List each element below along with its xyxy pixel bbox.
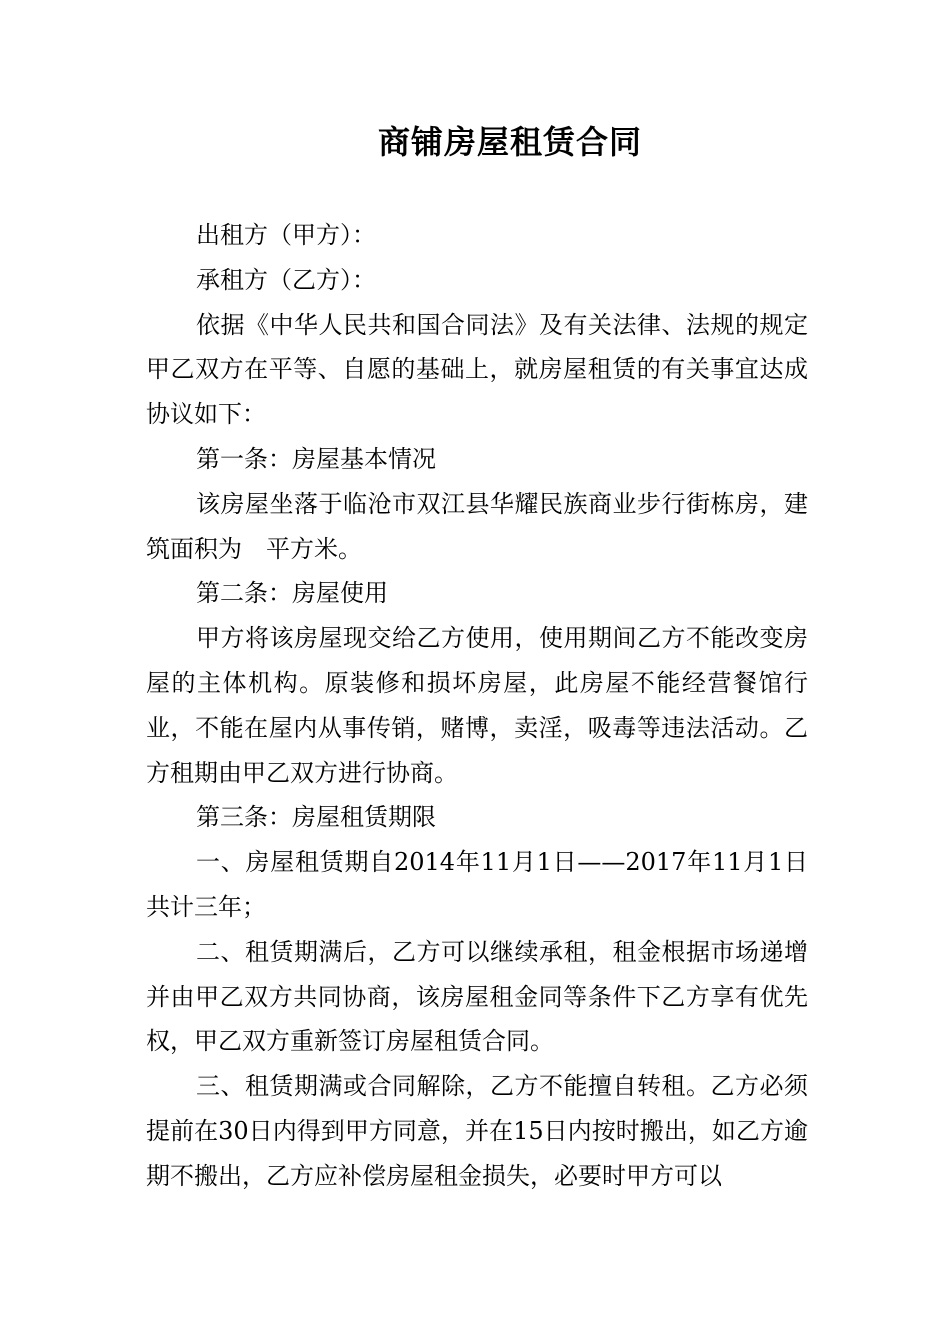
preamble-paragraph: 依据《中华人民共和国合同法》及有关法律、法规的规定甲乙双方在平等、自愿的基础上，就房屋租赁的有关事宜达成协议如下： xyxy=(146,310,808,429)
article-1-heading: 第一条：房屋基本情况 xyxy=(196,444,436,473)
document-body xyxy=(146,213,808,1199)
article-1-paragraph: 该房屋坐落于临沧市双江县华耀民族商业步行街栋房，建筑面积为 平方米。 xyxy=(146,489,808,563)
article-3-clause-3: 三、租赁期满或合同解除，乙方不能擅自转租。乙方必须提前在30日内得到甲方同意，并在15日内按时搬出，如乙方逾期不搬出，乙方应补偿房屋租金损失，必要时甲方可以 xyxy=(146,1072,808,1190)
article-2-heading: 第二条：房屋使用 xyxy=(196,579,388,608)
article-3-clause-1: 一、房屋租赁期自2014年11月1日——2017年11月1日共计三年； xyxy=(146,848,808,921)
article-3-heading: 第三条：房屋租赁期限 xyxy=(196,803,436,832)
lessor-line: 出租方（甲方）： xyxy=(196,221,376,249)
document-title: 商铺房屋租赁合同 xyxy=(377,123,642,161)
article-2-paragraph: 甲方将该房屋现交给乙方使用，使用期间乙方不能改变房屋的主体机构。原装修和损坏房屋，此房屋不能经营餐馆行业，不能在屋内从事传销，赌博，卖淫，吸毒等违法活动。乙方租期由甲乙双方进行协商。 xyxy=(146,624,808,787)
article-3-clause-2: 二、租赁期满后，乙方可以继续承租，租金根据市场递增并由甲乙双方共同协商，该房屋租金同等条件下乙方享有优先权，甲乙双方重新签订房屋租赁合同。 xyxy=(146,937,808,1056)
lessee-line: 承租方（乙方）： xyxy=(196,265,376,294)
